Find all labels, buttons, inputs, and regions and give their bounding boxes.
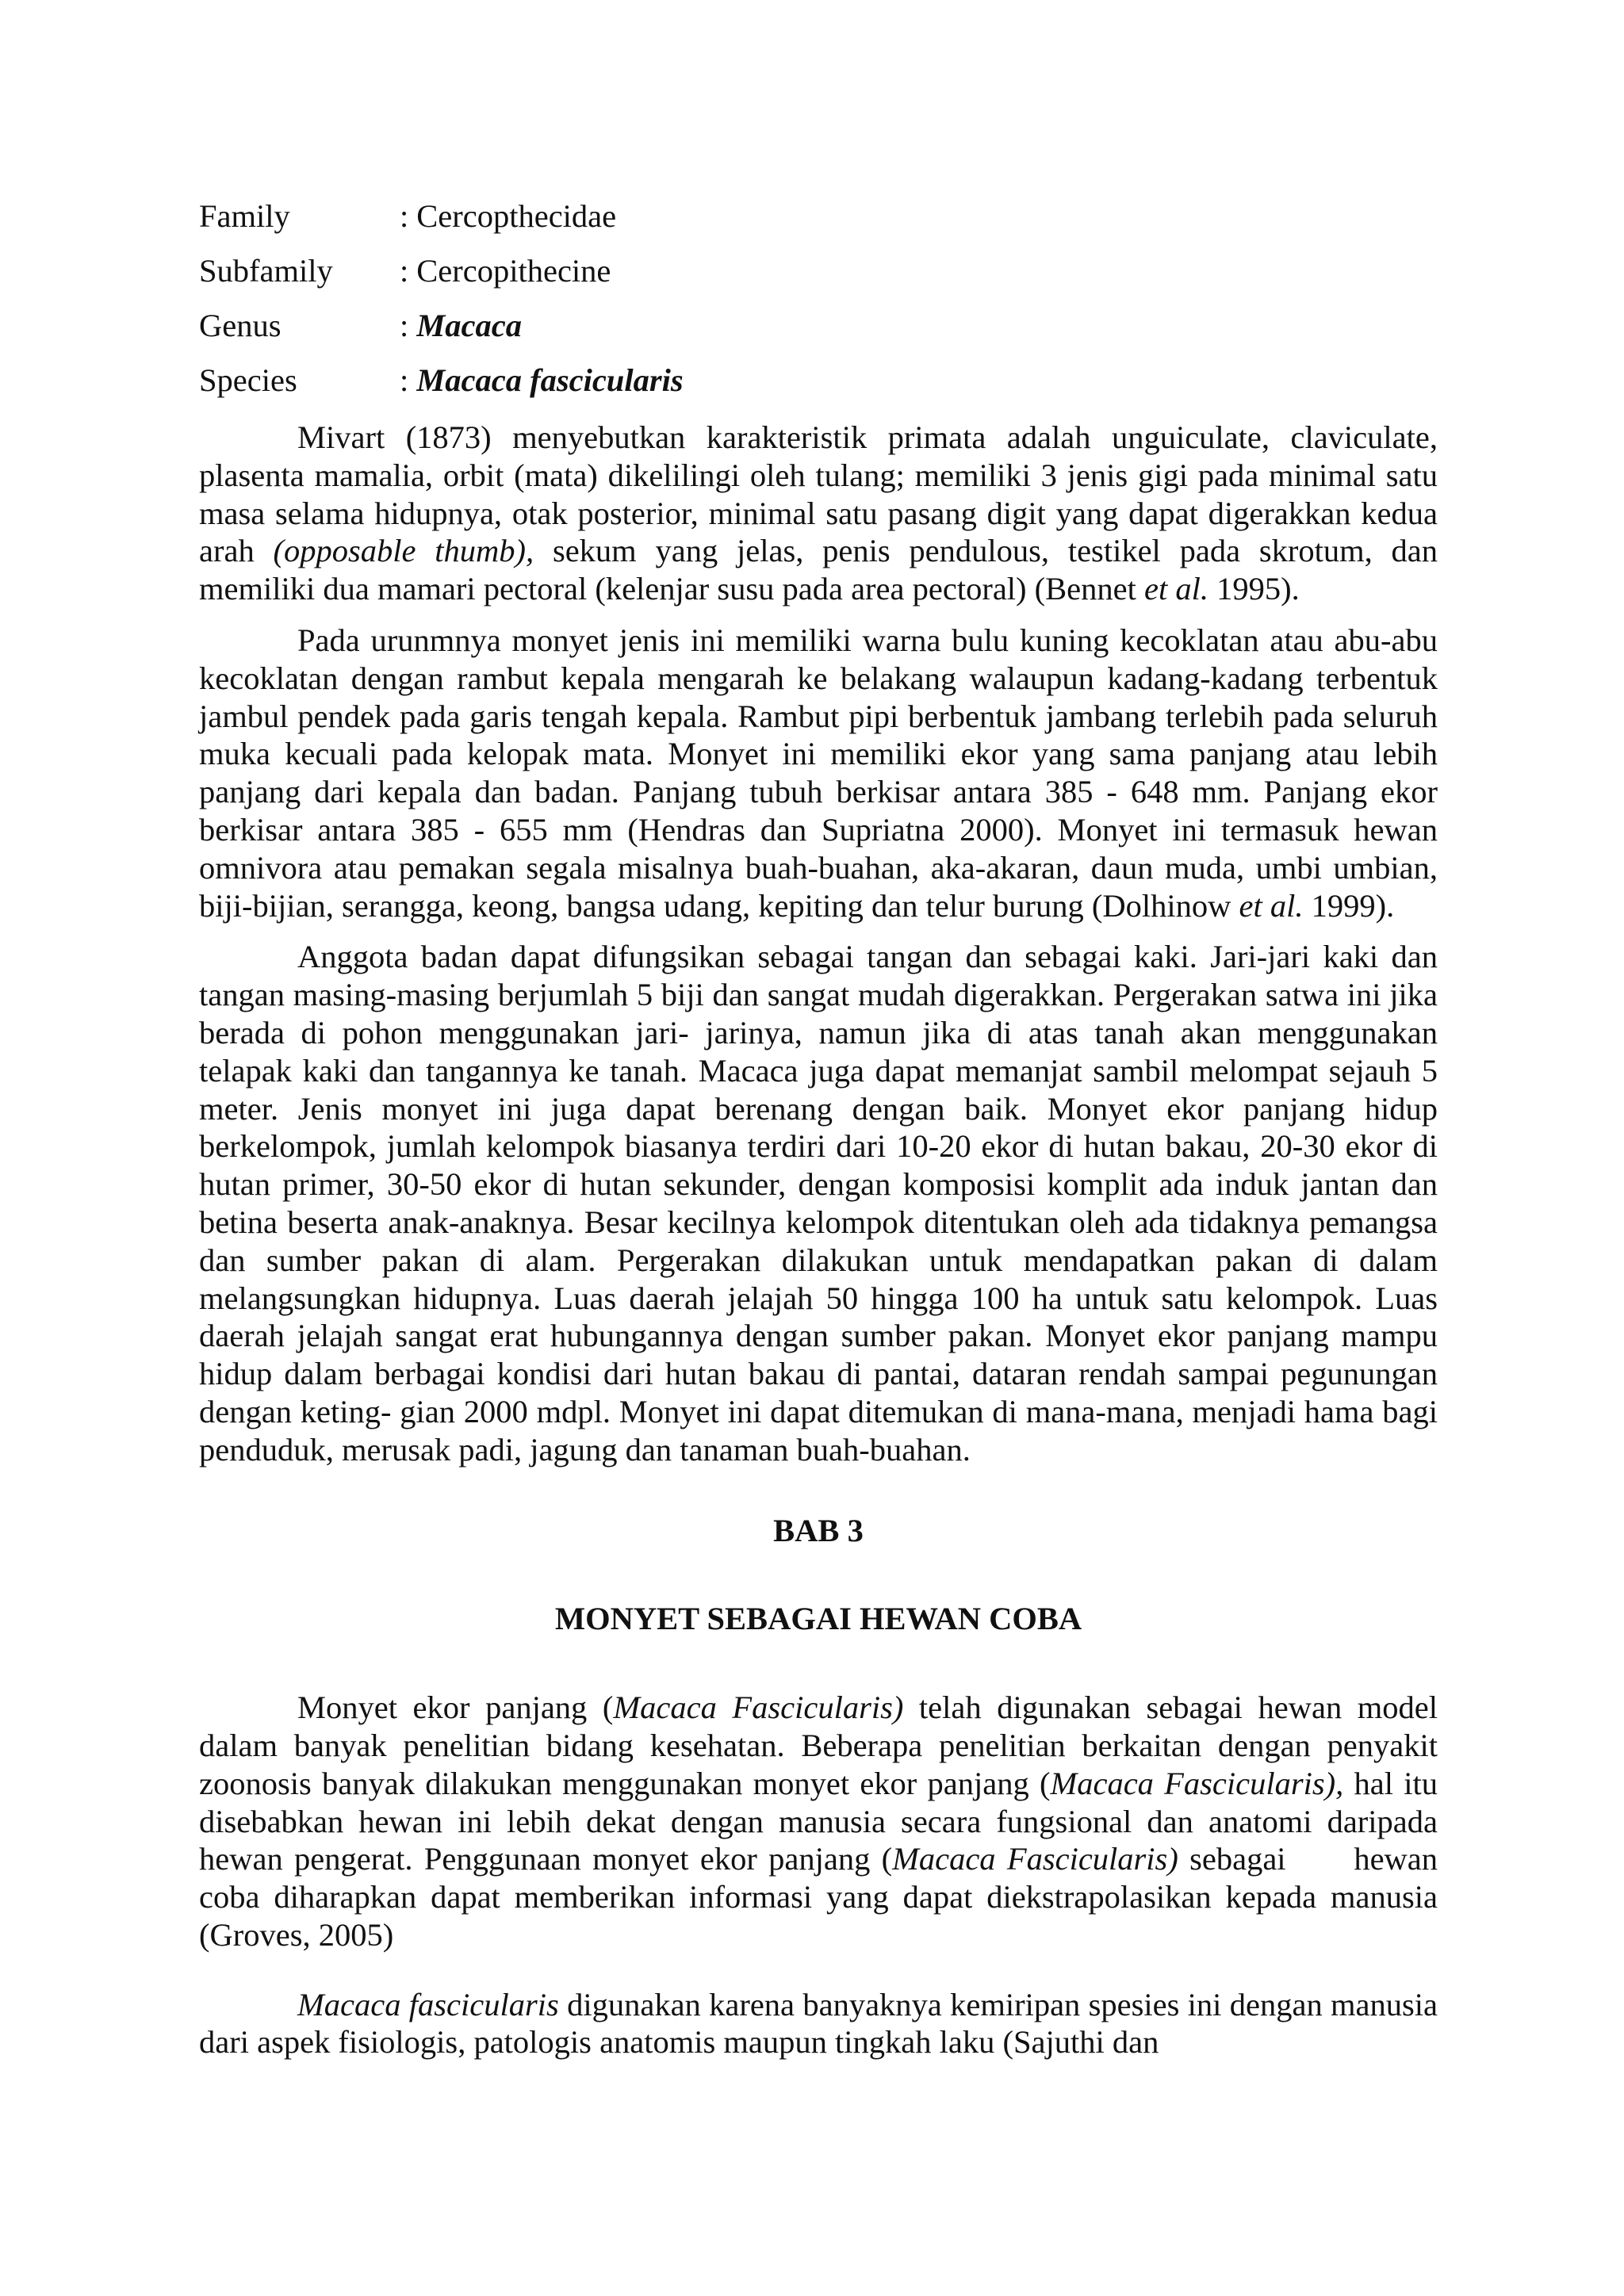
paragraph-behavior: Anggota badan dapat difungsikan sebagai tangan dan sebagai kaki. Jari-jari kaki dan tangan masing-masing berjumlah 5 biji dan sangat mudah digerakkan. Pergerakan satwa ini jika berada di pohon menggunakan jari- jarinya, namun jika di atas tanah akan menggunakan telapak kaki dan tangannya ke tanah. Macaca juga dapat memanjat sambil melompat sejauh 5 meter. Jenis monyet ini juga dapat berenang dengan baik. Monyet ekor panjang hidup berkelompok, jumlah kelompok biasanya terdiri dari 10-20 ekor di hutan bakau, 20-30 ekor di hutan primer, 30-50 ekor di hutan sekunder, dengan komposisi komplit ada induk jantan dan betina beserta anak-anaknya. Besar kecilnya kelompok ditentukan oleh ada tidaknya pemangsa dan sumber pakan di alam. Pergerakan dilakukan untuk mendapatkan pakan di dalam melangsungkan hidupnya. Luas daerah jelajah 50 hingga 100 ha untuk satu kelompok. Luas daerah jelajah sangat erat hubungannya dengan sumber pakan. Monyet ekor panjang mampu hidup dalam berbagai kondisi dari hutan bakau di pantai, dataran rendah sampai pegunungan dengan keting- gian 2000 mdpl. Monyet ini dapat ditemukan di mana-mana, menjadi hama bagi penduduk, merusak padi, jagung dan tanaman buah-buahan. xyxy=(199,939,1438,1468)
italic-run: (opposable thumb), xyxy=(273,533,534,569)
text-run: Monyet ekor panjang ( xyxy=(297,1689,614,1726)
text-run: digunakan karena banyaknya kemiripan spesies ini dengan manusia dari aspek fisiologis, patologis anatomis maupun tingkah laku (Sajuthi dan xyxy=(199,1986,1438,2061)
taxonomy-label: Family xyxy=(199,198,290,234)
taxonomy-label: Genus xyxy=(199,308,282,343)
taxonomy-separator: : xyxy=(400,308,409,343)
taxonomy-label: Species xyxy=(199,362,297,398)
taxonomy-table xyxy=(199,189,1438,408)
italic-run: et al. xyxy=(1143,571,1208,607)
taxonomy-separator: : xyxy=(400,362,409,398)
taxonomy-separator: : xyxy=(400,198,409,234)
italic-run: Macaca Fascicularis) xyxy=(613,1689,904,1726)
taxonomy-row-subfamily xyxy=(199,243,1438,298)
taxonomy-row-genus xyxy=(199,298,1438,353)
paragraph-lab-animal xyxy=(199,1689,1446,1954)
text-run: sebagai hewan coba diharapkan dapat memberikan informasi yang dapat diekstrapolasikan kepada manusia (Groves, 2005) xyxy=(199,1841,1446,1953)
taxonomy-separator: : xyxy=(400,253,409,289)
taxonomy-row-species xyxy=(199,353,1438,408)
taxonomy-value: Cercopthecidae xyxy=(416,198,617,234)
text-run: sekum yang jelas, penis pendulous, testikel pada skrotum, dan memiliki dua mamari pectoral (kelenjar susu pada area pectoral) (Bennet xyxy=(199,533,1438,607)
taxonomy-label: Subfamily xyxy=(199,253,333,289)
text-run: 1995). xyxy=(1208,571,1300,607)
chapter-title: MONYET SEBAGAI HEWAN COBA xyxy=(554,1601,1082,1637)
taxonomy-value: Cercopithecine xyxy=(416,253,611,289)
page-content xyxy=(199,189,1446,2061)
italic-run: Macaca Fascicularis), xyxy=(1050,1765,1344,1801)
text-run: hal itu disebabkan hewan ini lebih dekat dengan manusia secara fungsional dan anatomi daripada hewan pengerat. Penggunaan monyet ekor panjang ( xyxy=(199,1765,1438,1877)
text-run: Mivart (1873) menyebutkan karakteristik primata adalah unguiculate, claviculate, plasenta mamalia, orbit (mata) dikelilingi oleh tulang; memiliki 3 jenis gigi pada minimal satu masa selama hidupnya, otak posterior, minimal satu pasang digit yang dapat digerakkan kedua arah xyxy=(199,419,1438,569)
paragraph-similarity xyxy=(199,1986,1438,2062)
paragraph-primate-characteristics xyxy=(199,419,1438,608)
text-run: 1999). xyxy=(1303,887,1395,924)
text-run: Pada urunmnya monyet jenis ini memiliki warna bulu kuning kecoklatan atau abu-abu kecoklatan dengan rambut kepala mengarah ke belakang walaupun kadang-kadang terbentuk jambul pendek pada garis tengah kepala. Rambut pipi berbentuk jambang terlebih pada seluruh muka kecuali pada kelopak mata. Monyet ini memiliki ekor yang sama panjang atau lebih panjang dari kepala dan badan. Panjang tubuh berkisar antara 385 - 648 mm. Panjang ekor berkisar antara 385 - 655 mm (Hendras dan Supriatna 2000). Monyet ini termasuk hewan omnivora atau pemakan segala misalnya buah-buahan, aka-akaran, daun muda, umbi umbian, biji-bijian, serangga, keong, bangsa udang, kepiting dan telur burung (Dolhinow xyxy=(199,622,1438,924)
taxonomy-row-family xyxy=(199,189,1438,243)
italic-run: Macaca Fascicularis) xyxy=(892,1841,1178,1877)
paragraph-morphology xyxy=(199,622,1438,924)
text-run: telah digunakan sebagai hewan model dalam banyak penelitian bidang kesehatan. Beberapa penelitian berkaitan dengan penyakit zoonosis banyak dilakukan menggunakan monyet ekor panjang ( xyxy=(199,1689,1438,1801)
taxonomy-value: Macaca xyxy=(416,308,522,343)
italic-run: et al. xyxy=(1239,887,1304,924)
chapter-number: BAB 3 xyxy=(773,1512,864,1548)
italic-run: Macaca fascicularis xyxy=(297,1986,559,2022)
taxonomy-value: Macaca fascicularis xyxy=(416,362,684,398)
